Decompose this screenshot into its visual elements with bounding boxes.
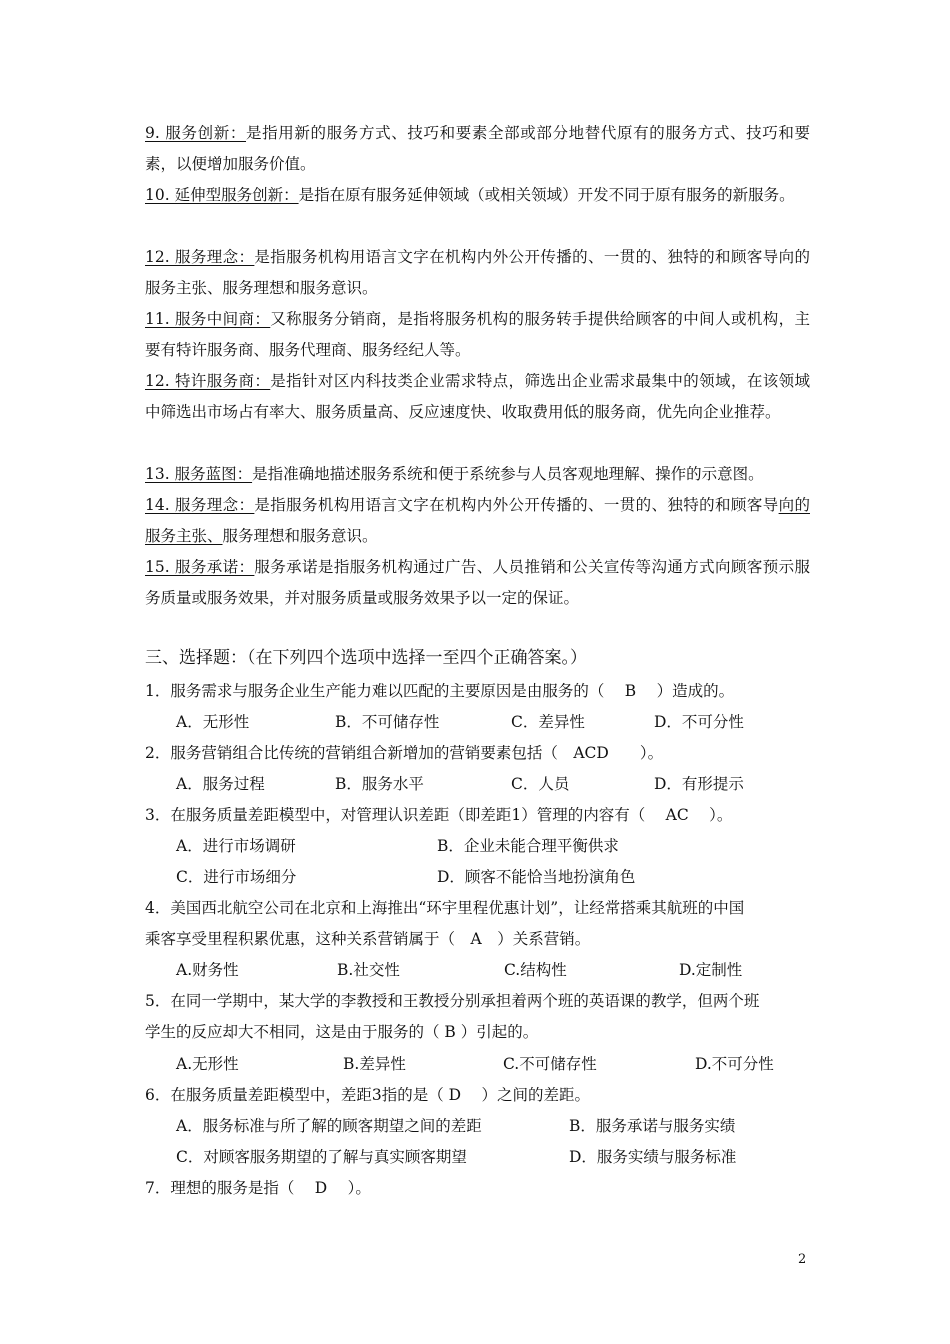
definition-text: 是指准确地描述服务系统和便于系统参与人员客观地理解、操作的示意图。 <box>252 465 764 483</box>
question-4-stem-line-2: 乘客享受里程积累优惠，这种关系营销属于（ A ）关系营销。 <box>145 930 591 948</box>
definition-14 <box>145 490 810 552</box>
question-1-option-c: C．差异性 <box>511 713 585 731</box>
definition-term: 12. 特许服务商： <box>145 372 271 390</box>
definition-text: 是指服务机构用语言文字在机构内外公开传播的、一贯的、独特的和顾客导 <box>254 496 779 514</box>
page-number: 2 <box>798 1252 807 1267</box>
definition-text: 是指用新的服务方式、技巧和要素全部或部分地替代原有的服务方式、技巧和要素，以便增加服务价值。 <box>145 124 810 173</box>
question-1-option-b: B．不可储存性 <box>335 713 440 731</box>
definition-term: 15. 服务承诺： <box>145 558 255 576</box>
question-4-option-b: B.社交性 <box>337 961 400 979</box>
question-6-option-b: B．服务承诺与服务实绩 <box>569 1117 736 1135</box>
definition-term: 12. 服务理念： <box>145 248 255 266</box>
question-5-option-c: C.不可储存性 <box>503 1055 597 1073</box>
definition-9 <box>145 118 810 180</box>
question-2-stem: 2．服务营销组合比传统的营销组合新增加的营销要素包括（ ACD ）。 <box>145 744 664 762</box>
question-5-option-a: A.无形性 <box>176 1055 239 1073</box>
question-3-option-a: A．进行市场调研 <box>176 837 296 855</box>
definition-term: 14. 服务理念： <box>145 496 255 514</box>
question-5-option-d: D.不可分性 <box>695 1055 774 1073</box>
definition-15 <box>145 552 810 614</box>
question-5-option-b: B.差异性 <box>343 1055 406 1073</box>
question-1-stem: 1．服务需求与服务企业生产能力难以匹配的主要原因是由服务的（ B ）造成的。 <box>145 682 735 700</box>
question-1-option-d: D．不可分性 <box>654 713 744 731</box>
section-title: 三、选择题：（在下列四个选项中选择一至四个正确答案。） <box>145 648 587 668</box>
question-3-option-d: D．顾客不能恰当地扮演角色 <box>437 868 636 886</box>
question-2-option-b: B．服务水平 <box>335 775 424 793</box>
question-2-option-d: D．有形提示 <box>654 775 744 793</box>
definition-term: 13. 服务蓝图： <box>145 465 253 483</box>
definition-term: 9. 服务创新： <box>145 124 247 142</box>
question-6-option-c: C．对顾客服务期望的了解与真实顾客期望 <box>176 1148 467 1166</box>
question-5-stem-line-1: 5．在同一学期中，某大学的李教授和王教授分别承担着两个班的英语课的教学，但两个班 <box>145 992 760 1010</box>
definition-term: 11. 服务中间商： <box>145 310 271 328</box>
question-2-option-a: A．服务过程 <box>176 775 265 793</box>
question-3-stem: 3．在服务质量差距模型中，对管理认识差距（即差距1）管理的内容有（ AC ）。 <box>145 806 733 824</box>
definition-text: 是指在原有服务延伸领域（或相关领域）开发不同于原有服务的新服务。 <box>298 186 795 204</box>
definition-12b <box>145 366 810 428</box>
question-3-option-b: B．企业未能合理平衡供求 <box>437 837 619 855</box>
definition-text: 是指针对区内科技类企业需求特点，筛选出企业需求最集中的领域，在该领域中筛选出市场占有率大、服务质量高、反应速度快、收取费用低的服务商，优先向企业推荐。 <box>145 372 810 421</box>
definition-11 <box>145 304 810 366</box>
question-6-option-d: D．服务实绩与服务标准 <box>569 1148 737 1166</box>
definition-text: 是指服务机构用语言文字在机构内外公开传播的、一贯的、独特的和顾客导向的服务主张、服务理想和服务意识。 <box>145 248 810 297</box>
question-4-option-d: D.定制性 <box>679 961 743 979</box>
question-7-stem: 7．理想的服务是指（ D ）。 <box>145 1179 371 1197</box>
question-4-option-a: A.财务性 <box>176 961 239 979</box>
question-1-option-a: A．无形性 <box>176 713 250 731</box>
question-2-option-c: C．人员 <box>511 775 570 793</box>
question-3-option-c: C．进行市场细分 <box>176 868 297 886</box>
definition-term: 10. 延伸型服务创新： <box>145 186 299 204</box>
definition-10 <box>145 180 810 211</box>
definition-text-continued: 服务理想和服务意识。 <box>222 527 378 545</box>
question-6-option-a: A．服务标准与所了解的顾客期望之间的差距 <box>176 1117 482 1135</box>
question-5-stem-line-2: 学生的反应却大不相同，这是由于服务的（ B ）引起的。 <box>145 1023 539 1041</box>
definition-text: 又称服务分销商，是指将服务机构的服务转手提供给顾客的中间人或机构，主要有特许服务商、服务代理商、服务经纪人等。 <box>145 310 810 359</box>
question-4-option-c: C.结构性 <box>504 961 567 979</box>
definition-underlined-tail: 向的服务主张、 <box>145 496 810 545</box>
question-4-stem-line-1: 4．美国西北航空公司在北京和上海推出“环宇里程优惠计划”，让经常搭乘其航班的中国 <box>145 899 745 917</box>
definition-12a <box>145 242 810 304</box>
question-6-stem: 6．在服务质量差距模型中，差距3指的是（ D ）之间的差距。 <box>145 1086 591 1104</box>
definition-text: 服务承诺是指服务机构通过广告、人员推销和公关宣传等沟通方式向顾客预示服务质量或服务效果，并对服务质量或服务效果予以一定的保证。 <box>145 558 810 607</box>
definition-13 <box>145 459 810 490</box>
